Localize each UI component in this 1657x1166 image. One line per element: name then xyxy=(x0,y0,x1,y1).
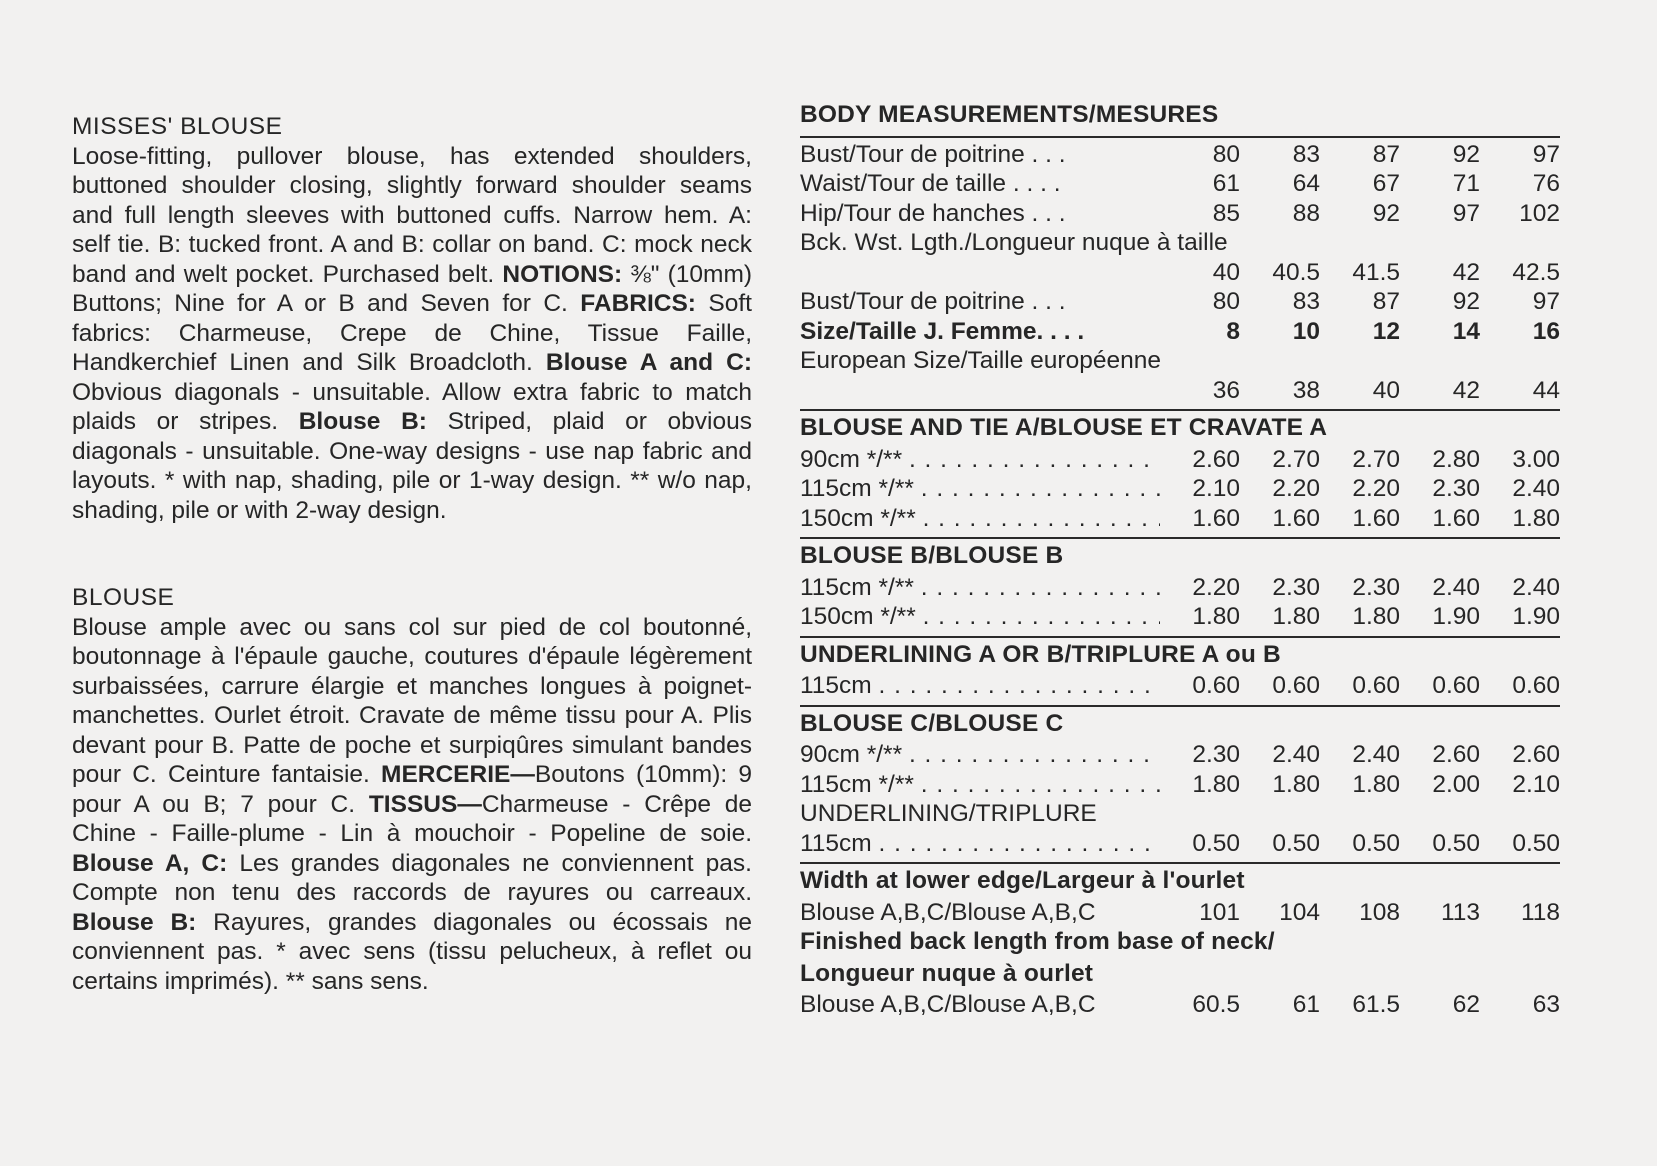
table-cell: 1.80 xyxy=(1352,603,1400,630)
table-cell: 2.60 xyxy=(1432,741,1480,768)
blouse-b-title: BLOUSE B/BLOUSE B xyxy=(800,542,1064,569)
row-label: 115cm */** . . . xyxy=(800,474,1160,504)
table-cell: 67 xyxy=(1372,170,1400,197)
table-cell: 108 xyxy=(1359,898,1400,926)
table-cell: 118 xyxy=(1520,898,1560,926)
table-cell: 2.60 xyxy=(1192,445,1240,473)
table-cell: 1.60 xyxy=(1432,504,1480,532)
table-row xyxy=(800,898,1560,928)
row-label: Hip/Tour de hanches . . . xyxy=(800,199,1066,227)
table-cell: 8 xyxy=(1226,317,1240,345)
tie-a-title: BLOUSE AND TIE A/BLOUSE ET CRAVATE A xyxy=(800,414,1328,441)
row-label: 115cm . . . xyxy=(800,829,1160,859)
table-cell: 44 xyxy=(1532,376,1560,404)
table-cell: 87 xyxy=(1372,140,1400,168)
table-cell: 16 xyxy=(1532,317,1560,345)
underlining-ab-table xyxy=(800,671,1560,701)
row-label: 115cm */** . . . xyxy=(800,770,1160,800)
table-cell: 41.5 xyxy=(1352,258,1400,286)
fr-blouse-ac-label: Blouse A, C: xyxy=(72,849,228,877)
divider xyxy=(800,705,1560,707)
width-title: Width at lower edge/Largeur à l'ourlet xyxy=(800,867,1245,894)
french-description: Blouse ample avec ou sans col sur pied de col boutonné, boutonnage à l'épaule gauche, coutures d'épaule légèrement surbaissées, carrure élargie et manches longues à poignet-manchettes. Ourlet étroit. Cravate de même tissu pour A. Plis devant pour B. Patte de poche et surpiqûres simulant bandes pour C. Ceinture fantaisie. MERCERIE—Boutons (10mm): 9 pour A ou B; 7 pour C. TISSUS—Charmeuse - Crêpe de Chine - Faille-plume - Lin à mouchoir - Popeline de soie. Blouse A, C: Les grandes diagonales ne conviennent pas. Compte non tenu des raccords de rayures ou carreaux. Blouse B: Rayures, grandes diagonales ou écossais ne conviennent pas. * avec sens (tissu pelucheux, à reflet ou certains imprimés). ** sans sens. xyxy=(72,613,753,995)
table-cell: 76 xyxy=(1532,170,1560,197)
table-row xyxy=(800,770,1560,800)
table-cell: 2.20 xyxy=(1352,475,1400,502)
underlining-ab-title: UNDERLINING A OR B/TRIPLURE A ou B xyxy=(800,640,1281,668)
divider xyxy=(800,136,1560,138)
table-cell: 62 xyxy=(1452,991,1480,1018)
table-cell: 88 xyxy=(1292,199,1320,227)
table-row xyxy=(800,504,1560,534)
table-cell: 2.30 xyxy=(1192,741,1240,768)
french-title: BLOUSE xyxy=(72,584,175,611)
table-cell: 1.90 xyxy=(1512,603,1560,630)
row-label: 90cm */** . . . xyxy=(800,740,1160,770)
table-cell: 2.30 xyxy=(1432,475,1480,502)
table-cell: 36 xyxy=(1212,376,1240,404)
table-cell: 1.80 xyxy=(1272,603,1320,630)
table-cell: 14 xyxy=(1452,317,1480,345)
english-title: MISSES' BLOUSE xyxy=(72,113,283,140)
table-cell: 2.40 xyxy=(1272,741,1320,768)
divider xyxy=(800,409,1560,411)
table-row xyxy=(800,445,1560,475)
table-cell: 113 xyxy=(1440,898,1480,926)
table-cell: 2.30 xyxy=(1272,573,1320,601)
row-label: Bust/Tour de poitrine . . . xyxy=(800,140,1066,168)
bck-length-values-row xyxy=(800,258,1560,288)
euro-size-label-row: European Size/Taille européenne xyxy=(800,347,1161,374)
fabrics-label: FABRICS: xyxy=(580,290,696,317)
table-cell: 97 xyxy=(1452,199,1480,227)
table-cell: 101 xyxy=(1199,898,1240,926)
table-cell: 80 xyxy=(1212,288,1240,315)
divider xyxy=(800,537,1560,539)
table-row xyxy=(800,740,1560,770)
bck-length-label-row: Bck. Wst. Lgth./Longueur nuque à taille xyxy=(800,229,1228,256)
table-cell: 61 xyxy=(1212,170,1240,197)
row-label: Bust/Tour de poitrine . . . xyxy=(800,288,1066,315)
row-label: Blouse A,B,C/Blouse A,B,C xyxy=(800,898,1096,926)
tissus-label: TISSUS— xyxy=(368,790,482,818)
table-cell: 2.40 xyxy=(1512,573,1560,601)
table-cell: 1.90 xyxy=(1432,603,1480,630)
table-row xyxy=(800,829,1560,859)
table-cell: 2.40 xyxy=(1352,741,1400,768)
table-cell: 92 xyxy=(1452,140,1480,168)
table-cell: 97 xyxy=(1532,140,1560,168)
table-cell: 80 xyxy=(1212,140,1240,168)
table-cell: 83 xyxy=(1292,140,1320,168)
blouse-b-table xyxy=(800,573,1560,632)
table-cell: 1.80 xyxy=(1352,770,1400,798)
finished-length-title-2: Longueur nuque à ourlet xyxy=(800,959,1094,987)
divider xyxy=(800,862,1560,864)
table-cell: 1.60 xyxy=(1192,504,1240,532)
table-cell: 64 xyxy=(1292,170,1320,197)
row-label: Size/Taille J. Femme. . . . xyxy=(800,317,1085,345)
euro-size-values-row xyxy=(800,376,1560,406)
table-cell: 40 xyxy=(1372,376,1400,404)
table-cell: 42.5 xyxy=(1512,258,1560,286)
table-cell: 42 xyxy=(1452,258,1480,286)
table-row xyxy=(800,140,1560,170)
row-label: 150cm */** . . . xyxy=(800,602,1160,632)
mercerie-label: MERCERIE— xyxy=(381,761,535,788)
table-cell: 38 xyxy=(1292,376,1320,404)
table-row xyxy=(800,287,1560,317)
table-cell: 92 xyxy=(1452,288,1480,315)
table-row xyxy=(800,169,1560,199)
table-cell: 83 xyxy=(1292,288,1320,315)
table-row xyxy=(800,317,1560,347)
table-cell: 61.5 xyxy=(1352,991,1400,1018)
table-cell: 63 xyxy=(1532,991,1560,1018)
table-cell: 40 xyxy=(1212,258,1240,286)
table-cell: 1.60 xyxy=(1352,504,1400,532)
table-cell: 12 xyxy=(1372,317,1400,345)
table-cell: 0.50 xyxy=(1192,829,1240,857)
table-cell: 10 xyxy=(1292,317,1320,345)
table-cell: 2.20 xyxy=(1272,475,1320,502)
row-label: 115cm */** . . . xyxy=(800,573,1160,603)
table-cell: 2.20 xyxy=(1192,573,1240,601)
table-cell: 2.40 xyxy=(1512,475,1560,502)
table-cell: 1.80 xyxy=(1272,770,1320,798)
table-cell: 2.00 xyxy=(1432,770,1480,798)
tie-a-table xyxy=(800,445,1560,534)
blouse-ac-label: Blouse A and C: xyxy=(545,349,752,376)
finished-length-title-1: Finished back length from base of neck/ xyxy=(800,928,1275,955)
table-cell: 0.50 xyxy=(1432,829,1480,857)
measurements-column xyxy=(800,100,1560,1020)
table-cell: 61 xyxy=(1292,991,1320,1018)
divider xyxy=(800,636,1560,638)
table-cell: 2.30 xyxy=(1352,573,1400,601)
table-cell: 40.5 xyxy=(1272,258,1320,286)
table-cell: 0.50 xyxy=(1272,829,1320,857)
table-cell: 71 xyxy=(1452,170,1480,197)
table-cell: 42 xyxy=(1452,376,1480,404)
table-cell: 1.80 xyxy=(1512,504,1560,532)
table-cell: 2.60 xyxy=(1512,741,1560,768)
table-cell: 102 xyxy=(1519,199,1560,227)
table-row xyxy=(800,671,1560,701)
table-cell: 0.60 xyxy=(1352,672,1400,699)
blouse-c-table xyxy=(800,740,1560,799)
instructions-column xyxy=(72,112,752,996)
row-label: Waist/Tour de taille . . . . xyxy=(800,170,1061,197)
row-label: Blouse A,B,C/Blouse A,B,C xyxy=(800,991,1096,1018)
notions-label: NOTIONS: xyxy=(502,260,623,288)
table-cell: 0.60 xyxy=(1432,672,1480,699)
table-row xyxy=(800,573,1560,603)
underlining-c-label-row: UNDERLINING/TRIPLURE xyxy=(800,800,1097,827)
table-cell: 85 xyxy=(1212,199,1240,227)
table-cell: 1.80 xyxy=(1192,770,1240,798)
body-measurements-title: BODY MEASUREMENTS/MESURES xyxy=(800,101,1219,128)
table-cell: 0.50 xyxy=(1512,829,1560,857)
english-description: Loose-fitting, pullover blouse, has extended shoulders, buttoned shoulder closing, slightly forward shoulder seams and full length sleeves with buttoned cuffs. Narrow hem. A: self tie. B: tucked front. A and B: collar on band. C: mock neck band and welt pocket. Purchased belt. NOTIONS: ⅜" (10mm) Buttons; Nine for A or B and Seven for C. FABRICS: Soft fabrics: Charmeuse, Crepe de Chine, Tissue Faille, Handkerchief Linen and Silk Broadcloth. Blouse A and C: Obvious diagonals - unsuitable. Allow extra fabric to match plaids or stripes. Blouse B: Striped, plaid or obvious diagonals - unsuitable. One-way designs - use nap fabric and layouts. * with nap, shading, pile or 1-way design. ** w/o nap, shading, pile or with 2-way design. xyxy=(72,142,753,524)
table-cell: 2.80 xyxy=(1432,445,1480,473)
row-label: 90cm */** . . . xyxy=(800,445,1160,475)
table-cell: 92 xyxy=(1372,199,1400,227)
blouse-c-title: BLOUSE C/BLOUSE C xyxy=(800,709,1064,737)
table-row xyxy=(800,990,1560,1020)
table-cell: 3.00 xyxy=(1512,445,1560,473)
table-cell: 2.70 xyxy=(1272,445,1320,473)
table-row xyxy=(800,199,1560,229)
table-cell: 1.60 xyxy=(1272,504,1320,532)
table-row xyxy=(800,602,1560,632)
row-label: 150cm */** . . . xyxy=(800,504,1160,534)
table-cell: 97 xyxy=(1532,288,1560,315)
table-cell: 2.70 xyxy=(1352,445,1400,473)
body-measurements-table xyxy=(800,140,1560,229)
table-row xyxy=(800,474,1560,504)
table-cell: 60.5 xyxy=(1192,991,1240,1018)
row-label: 115cm . . . xyxy=(800,671,1160,701)
table-cell: 104 xyxy=(1279,898,1320,926)
table-cell: 2.10 xyxy=(1192,475,1240,502)
table-cell: 1.80 xyxy=(1192,603,1240,630)
table-cell: 87 xyxy=(1372,288,1400,315)
fr-blouse-b-label: Blouse B: xyxy=(72,908,197,936)
blouse-b-label: Blouse B: xyxy=(298,408,427,435)
table-cell: 0.60 xyxy=(1192,672,1240,699)
table-cell: 0.60 xyxy=(1512,672,1560,699)
table-cell: 2.40 xyxy=(1432,573,1480,601)
table-cell: 2.10 xyxy=(1512,770,1560,798)
table-cell: 0.60 xyxy=(1272,672,1320,699)
table-cell: 0.50 xyxy=(1352,829,1400,857)
